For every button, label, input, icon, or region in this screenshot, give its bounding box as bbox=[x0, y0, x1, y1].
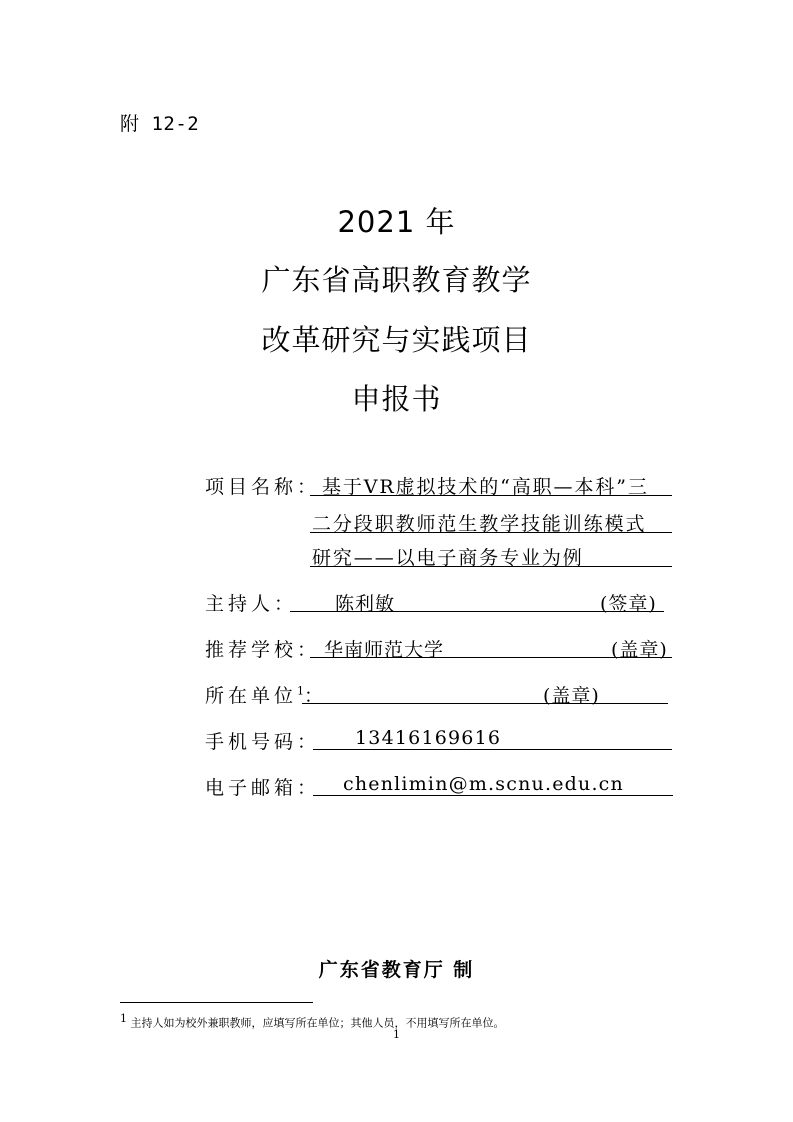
phone-value: 13416169616 bbox=[355, 727, 502, 749]
host-label: 主持人： bbox=[205, 593, 298, 615]
project-name-underline-2 bbox=[310, 532, 672, 533]
project-name-underline-3 bbox=[310, 566, 672, 567]
school-value: 华南师范大学 bbox=[324, 639, 445, 661]
phone-underline bbox=[313, 749, 672, 750]
unit-label-text: 所在单位 bbox=[205, 685, 298, 707]
school-label: 推荐学校： bbox=[205, 639, 321, 661]
project-name-line-1: 基于VR虚拟技术的“高职—本科”三 bbox=[322, 476, 649, 498]
footnote-text: 主持人如为校外兼职教师，应填写所在单位；其他人员，不用填写所在单位。 bbox=[127, 1016, 505, 1030]
project-name-label: 项目名称： bbox=[205, 476, 321, 498]
appendix-label: 附 12-2 bbox=[120, 113, 200, 135]
host-stamp: (签章) bbox=[600, 593, 657, 615]
school-underline bbox=[310, 657, 672, 658]
project-name-line-3: 研究——以电子商务专业为例 bbox=[312, 547, 584, 569]
unit-stamp: (盖章) bbox=[543, 685, 600, 707]
title-year: 2021 年 bbox=[337, 205, 456, 239]
host-underline bbox=[290, 611, 664, 612]
project-name-underline-1 bbox=[310, 495, 672, 496]
title-line-2: 广东省高职教育教学 bbox=[261, 263, 532, 297]
host-value: 陈利敏 bbox=[335, 593, 396, 615]
email-value: chenlimin@m.scnu.edu.cn bbox=[343, 773, 624, 795]
title-line-3: 改革研究与实践项目 bbox=[261, 323, 532, 357]
footnote-rule bbox=[120, 1002, 313, 1003]
footnote-mark: 1 bbox=[297, 684, 305, 698]
email-label: 电子邮箱： bbox=[205, 777, 321, 799]
phone-label: 手机号码： bbox=[205, 731, 321, 753]
title-line-4: 申报书 bbox=[351, 382, 442, 416]
footnote-number: 1 bbox=[120, 1012, 127, 1025]
page-number: 1 bbox=[393, 1028, 400, 1041]
email-underline bbox=[313, 795, 673, 796]
school-stamp: (盖章) bbox=[611, 639, 668, 661]
project-name-line-2: 二分段职教师范生教学技能训练模式 bbox=[312, 513, 647, 535]
unit-underline bbox=[302, 703, 668, 704]
unit-label-colon: ： bbox=[304, 685, 328, 707]
issuer: 广东省教育厅 制 bbox=[318, 959, 475, 981]
